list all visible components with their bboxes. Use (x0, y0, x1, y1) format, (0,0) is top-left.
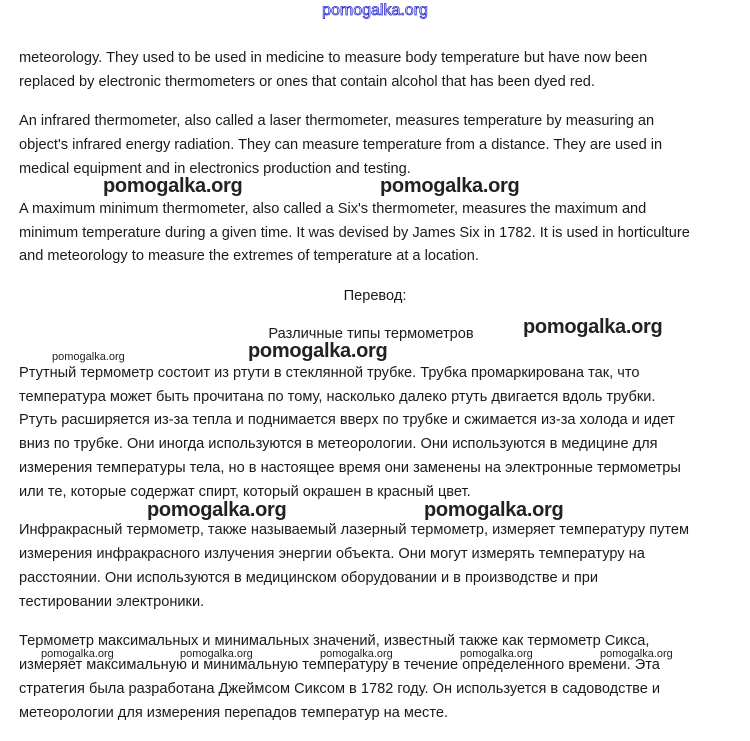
text-line: Инфракрасный термометр, также называемый лазерный термометр, измеряет температуру путем (19, 522, 690, 538)
translation-title: Различные типы термометров (268, 326, 474, 342)
watermark-small: pomogalka.org (320, 648, 393, 660)
watermark-small: pomogalka.org (41, 648, 114, 660)
text-line: температура может быть прочитана по тому, насколько далеко ртуть двигается вдоль трубки. (19, 389, 656, 405)
text-line: расстоянии. Они используются в медицинском оборудовании и в производстве и при (19, 570, 598, 586)
watermark: pomogalka.org (424, 499, 564, 521)
text-line: Ртутный термометр состоит из ртути в стеклянной трубке. Трубка промаркирована так, что (19, 365, 640, 381)
text-line: A maximum minimum thermometer, also called a Six's thermometer, measures the maximum and (19, 201, 647, 217)
text-line: тестировании электроники. (19, 594, 205, 610)
text-line: измерения инфракрасного излучения энергии объекта. Они могут измерять температуру на (19, 546, 645, 562)
text-line: and meteorology to measure the extremes of temperature at a location. (19, 248, 479, 264)
watermark: pomogalka.org (380, 175, 520, 197)
watermark: pomogalka.org (523, 316, 663, 338)
text-line: Термометр максимальных и минимальных значений, известный также как термометр Сикса, (19, 633, 650, 649)
text-line: An infrared thermometer, also called a laser thermometer, measures temperature by measuring an (19, 113, 655, 129)
text-line: измерения температуры тела, но в настоящее время они заменены на электронные термометры (19, 460, 681, 476)
text-line: minimum temperature during a given time. It was devised by James Six in 1782. It is used in horticulture (19, 225, 690, 241)
text-line: стратегия была разработана Джеймсом Сиксом в 1782 году. Он используется в садоводстве и (19, 681, 661, 697)
text-line: meteorology. They used to be used in medicine to measure body temperature but have now been (19, 50, 648, 66)
text-line: Ртуть расширяется из-за тепла и поднимается вверх по трубке и сжимается из-за холода и идет (19, 412, 675, 428)
text-line: medical equipment and in electronics production and testing. (19, 161, 411, 177)
watermark-top: pomogalka.org (322, 2, 428, 19)
text-line: вниз по трубке. Они иногда используются в метеорологии. Они используются в медицине для (19, 436, 658, 452)
text-line: replaced by electronic thermometers or ones that contain alcohol that has been dyed red. (19, 74, 595, 90)
translation-heading: Перевод: (343, 288, 407, 304)
watermark: pomogalka.org (103, 175, 243, 197)
text-line: или те, которые содержат спирт, который окрашен в красный цвет. (19, 484, 471, 500)
watermark: pomogalka.org (248, 340, 388, 362)
text-line: object's infrared energy radiation. They can measure temperature from a distance. They are used in (19, 137, 663, 153)
watermark-small: pomogalka.org (600, 648, 673, 660)
watermark-small: pomogalka.org (460, 648, 533, 660)
watermark-small: pomogalka.org (52, 351, 125, 363)
watermark: pomogalka.org (147, 499, 287, 521)
watermark-small: pomogalka.org (180, 648, 253, 660)
text-line: измеряет максимальную и минимальную температуру в течение определенного времени. Эта (19, 657, 660, 673)
text-line: метеорологии для измерения перепадов температур на месте. (19, 705, 449, 721)
